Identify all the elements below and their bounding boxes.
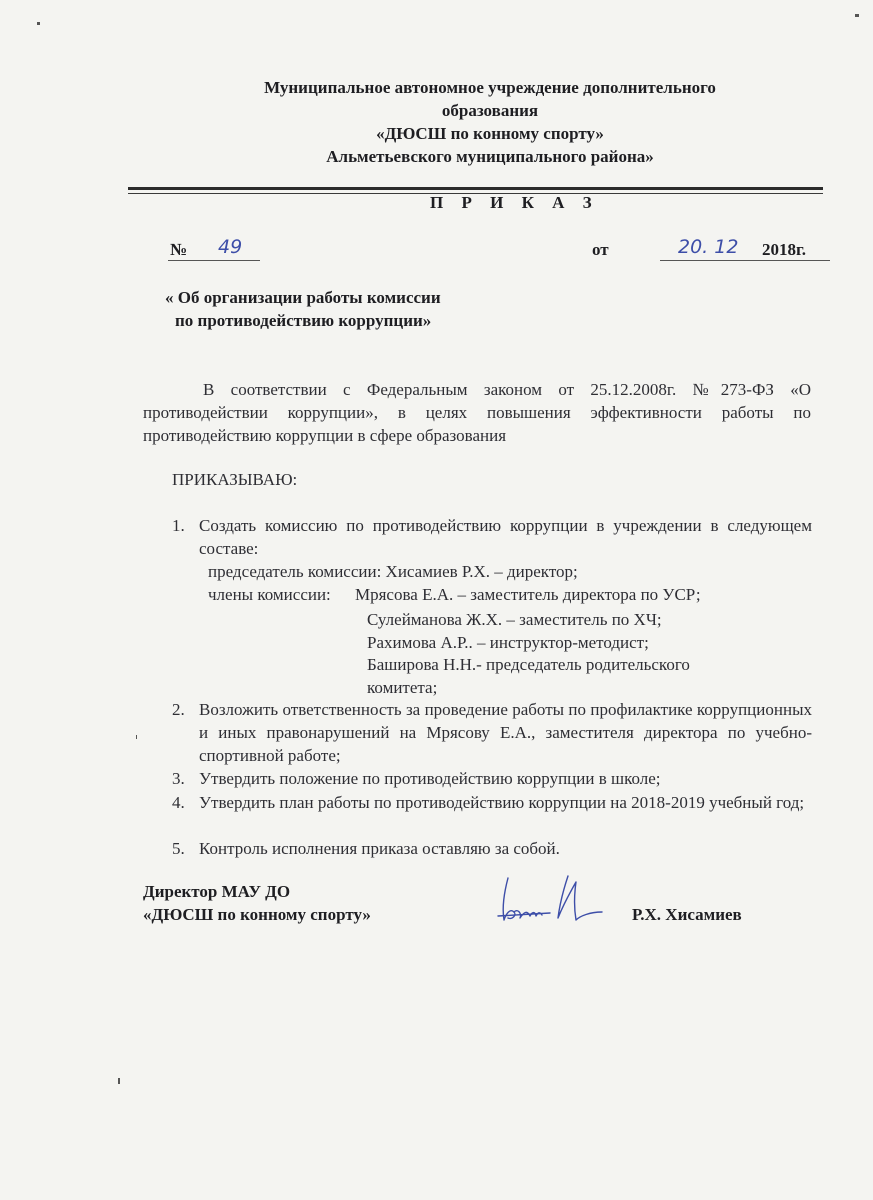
list-item-number: 1. (172, 516, 185, 535)
order-subject (165, 286, 441, 332)
header-rule-thick (128, 187, 823, 190)
list-item (172, 837, 812, 860)
org-name-line-2: образования (441, 101, 539, 120)
order-number-label: № (170, 240, 188, 259)
list-item-number: 4. (172, 793, 185, 812)
preamble-paragraph: В соответствии с Федеральным законом от 25.12.2008г. №273-ФЗ «О противодействии коррупции», в целях повышения эффективности работы по противодействию коррупции в сфере образования (143, 380, 811, 445)
scan-speck (118, 1078, 120, 1084)
list-item-number: 3. (172, 769, 185, 788)
commission-member: Сулейманова Ж.Х. – заместитель по ХЧ; (367, 610, 662, 629)
list-item (172, 514, 812, 560)
handwritten-signature (490, 868, 620, 938)
scan-speck (855, 14, 859, 17)
signatory-position-line-1: Директор МАУ ДО (143, 882, 291, 901)
signatory-position (143, 880, 371, 926)
list-item (172, 791, 812, 814)
list-item-number: 5. (172, 839, 185, 858)
order-date-label: от (592, 240, 609, 259)
list-item (172, 767, 812, 790)
list-item-text: Создать комиссию по противодействию коррупции в учреждении в следующем составе: (199, 516, 812, 558)
signatory-position-line-2: «ДЮСШ по конному спорту» (143, 905, 371, 924)
commission-member: Мрясова Е.А. – заместитель директора по УСР; (355, 585, 701, 604)
list-item-text: Утвердить план работы по противодействию коррупции на 2018-2019 учебный год; (199, 793, 805, 812)
scan-speck (37, 22, 40, 25)
list-item-text: Утвердить положение по противодействию коррупции в школе; (199, 769, 661, 788)
commission-member: Баширова Н.Н.- председатель родительского (367, 655, 690, 674)
commission-member: Рахимова А.Р.. – инструктор-методист; (367, 633, 649, 652)
list-item-text: Возложить ответственность за проведение работы по профилактике коррупционных и иных правонарушений на Мрясову Е.А., заместителя директора по учебно-спортивной работе; (199, 700, 812, 765)
scan-speck (136, 735, 137, 739)
commission-member-continued: комитета; (367, 678, 438, 697)
org-name-line-4: Альметьевского муниципального района» (326, 147, 654, 166)
org-name-line-1: Муниципальное автономное учреждение дополнительного (264, 78, 716, 97)
order-date-value: 20. 12 (678, 236, 739, 258)
order-number-value: 49 (218, 236, 243, 258)
order-title: П Р И К А З (430, 193, 599, 212)
commission-chair: председатель комиссии: Хисамиев Р.Х. – директор; (208, 562, 578, 581)
signatory-name: Р.Х. Хисамиев (632, 905, 742, 924)
org-name-line-3: «ДЮСШ по конному спорту» (376, 124, 604, 143)
order-date-underline (660, 260, 830, 261)
list-item (172, 698, 812, 767)
subject-line-1: « Об организации работы комиссии (165, 288, 441, 307)
subject-line-2: по противодействию коррупции» (175, 311, 432, 330)
list-item-text: Контроль исполнения приказа оставляю за собой. (199, 839, 560, 858)
commission-members-label: члены комиссии: (208, 585, 331, 604)
list-item-number: 2. (172, 700, 185, 719)
order-word: ПРИКАЗЫВАЮ: (172, 470, 298, 489)
order-date-year: 2018г. (762, 240, 807, 259)
order-number-underline (168, 260, 260, 261)
